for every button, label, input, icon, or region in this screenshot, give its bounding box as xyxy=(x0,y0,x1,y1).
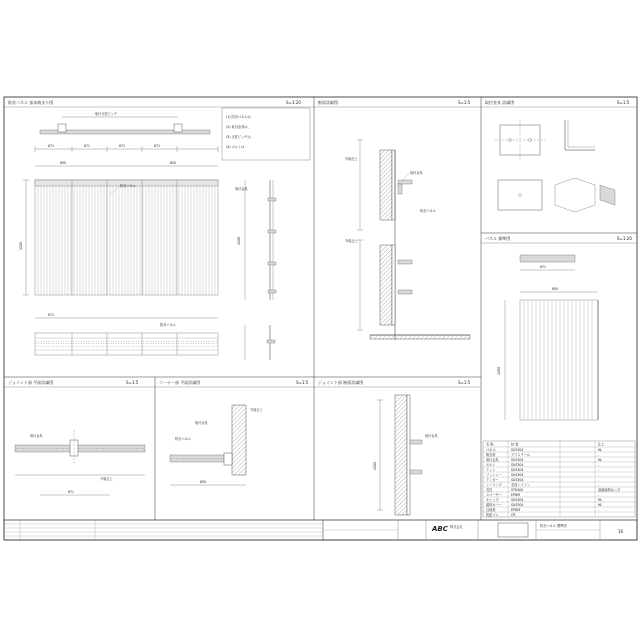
callout-bracket-c: 取付金具 xyxy=(30,434,43,438)
spec-row-6-material: SUS304 xyxy=(511,478,524,482)
dim-671-g: 671 xyxy=(68,490,75,494)
company-logo: ABC xyxy=(432,525,448,533)
spec-row-12-finish: - xyxy=(598,508,600,512)
spec-row-11-material: SUS304 xyxy=(511,503,524,507)
joint-section-panel xyxy=(318,379,471,515)
spec-row-9-name: スペーサー xyxy=(486,493,502,497)
callout-wall-b: 外装仕上 xyxy=(345,239,358,243)
panel-detail-panel xyxy=(485,235,632,420)
panel-elevation-slats xyxy=(35,180,218,295)
dim-1200-a: 1200 xyxy=(19,241,23,250)
spec-row-1-name: 吸音材 xyxy=(486,453,496,457)
spec-row-7-material: 変成シリコン xyxy=(511,483,531,487)
spec-row-0-finish: HL xyxy=(598,448,603,452)
spec-row-9-material: EPDM xyxy=(511,493,521,497)
spec-row-0-name: パネル xyxy=(486,448,496,452)
dim-850-d: 850 xyxy=(200,480,207,484)
spec-row-3-material: SUS304 xyxy=(511,463,524,467)
section-detail-panel xyxy=(318,99,471,340)
dim-850-b: 850 xyxy=(170,161,177,165)
dim-1200-d: 1200 xyxy=(373,461,377,470)
panel-scale-jointsection: S=1:5 xyxy=(458,380,471,385)
panel-title-section: 断面詳細図 xyxy=(318,100,338,105)
callout-wall-a: 外装仕上 xyxy=(345,157,358,161)
panel-title-paneldetail: パネル 標準図 xyxy=(485,236,511,241)
callout-bracket-e: 取付金具 xyxy=(425,434,438,438)
dim-671-c: 671 xyxy=(119,144,126,148)
callout-panel-a: 防音パネル xyxy=(120,184,136,188)
panel-title-elevation: 防音パネル 基本納まり図 xyxy=(8,100,54,105)
dim-671-f: 671 xyxy=(540,265,547,269)
spec-header-material: 材 質 xyxy=(511,442,519,447)
callout-panel-b: 防音パネル xyxy=(160,323,176,327)
dim-1200-c: 1200 xyxy=(497,366,501,375)
spec-row-9-finish: - xyxy=(598,493,600,497)
callout-wall-d: 外装仕上 xyxy=(250,408,263,412)
spec-row-13-material: CR xyxy=(511,513,516,517)
note-line-1: (1) 防音パネルは、 xyxy=(226,115,254,119)
callout-pitch: 取付支柱ピッチ xyxy=(95,112,118,116)
panel-scale-paneldetail: S=1:20 xyxy=(617,236,632,241)
spec-row-2-material: SUS304 xyxy=(511,458,524,462)
panel-title-bracket: 取付金具 詳細図 xyxy=(485,100,515,105)
spec-row-5-material: SUS304 xyxy=(511,473,524,477)
spec-row-2-finish: HL xyxy=(598,458,603,462)
spec-row-7-name: シーリング xyxy=(486,483,502,487)
dim-671-d: 671 xyxy=(154,144,161,148)
spec-row-8-material: STK400 xyxy=(511,488,524,492)
spec-row-10-material: SUS304 xyxy=(511,498,524,502)
spec-row-0-material: SUS304 xyxy=(511,448,524,452)
spec-row-6-name: アンカー xyxy=(486,478,499,482)
note-line-2: (2) 取付金具は、 xyxy=(226,125,251,129)
panel-scale-bracket: S=1:5 xyxy=(617,100,630,105)
corner-plan-panel xyxy=(159,379,309,485)
sheet-number: 16 xyxy=(618,529,624,534)
spec-row-3-name: ボルト xyxy=(486,463,496,467)
spec-row-12-name: 目地材 xyxy=(486,508,496,512)
spec-row-7-finish: - xyxy=(598,483,600,487)
spec-row-4-name: ナット xyxy=(486,468,496,472)
spec-row-11-finish: HL xyxy=(598,503,603,507)
panel-scale-section: S=1:5 xyxy=(458,100,471,105)
spec-row-3-finish: - xyxy=(598,463,600,467)
joint-plan-panel xyxy=(8,379,145,495)
spec-row-4-finish: - xyxy=(598,468,600,472)
spec-row-8-name: 支柱 xyxy=(486,488,493,492)
dim-671-a: 671 xyxy=(48,144,55,148)
callout-bracket-b: 取付金具 xyxy=(410,171,423,175)
panel-plan-strip xyxy=(35,313,275,360)
bracket-detail-panel xyxy=(485,99,630,212)
spec-row-10-name: キャップ xyxy=(486,498,499,502)
spec-row-5-name: ワッシャー xyxy=(486,473,502,477)
dim-1200-b: 1200 xyxy=(237,236,241,245)
spec-table xyxy=(483,441,635,517)
panel-title-jointsection: ジョイント部 断面詳細図 xyxy=(318,380,364,385)
callout-bracket-d: 取付金具 xyxy=(195,421,208,425)
note-line-3: (3) 支柱ピッチは、 xyxy=(226,135,254,139)
company-name: 株式会社 xyxy=(450,525,463,529)
spec-row-1-material: グラスウール xyxy=(511,453,530,457)
notes-box xyxy=(222,108,310,160)
spec-row-6-finish: - xyxy=(598,478,600,482)
spec-row-10-finish: HL xyxy=(598,498,603,502)
spec-header-name: 名 称 xyxy=(486,442,494,447)
dim-671-b: 671 xyxy=(84,144,91,148)
title-block xyxy=(4,520,637,540)
note-line-4: (4) ボルトは、 xyxy=(226,145,248,149)
dim-850-c: 850 xyxy=(552,287,559,291)
dim-671-e: 671 xyxy=(48,313,55,317)
spec-header-finish: 仕上 xyxy=(598,442,605,447)
callout-bracket-a: 取付金具 xyxy=(235,187,248,191)
panel-scale-elevation: S=1:20 xyxy=(286,100,301,105)
callout-panel-d: 防音パネル xyxy=(175,437,191,441)
spec-row-13-name: 防振ゴム xyxy=(486,513,499,517)
panel-grid xyxy=(4,97,637,520)
side-section-a xyxy=(235,180,276,300)
elevation-main-panel xyxy=(8,99,310,360)
panel-title-jointplan: ジョイント部 平面詳細図 xyxy=(8,380,54,385)
spec-row-11-name: 端部カバー xyxy=(486,503,502,507)
spec-row-13-finish: - xyxy=(598,513,600,517)
dim-850-a: 850 xyxy=(60,161,67,165)
spec-row-5-finish: - xyxy=(598,473,600,477)
spec-row-8-finish: 溶融亜鉛めっき xyxy=(598,488,621,492)
sheet-border xyxy=(4,97,637,540)
panel-title-cornerplan: コーナー部 平面詳細図 xyxy=(159,380,201,385)
panel-scale-jointplan: S=1:5 xyxy=(126,380,139,385)
spec-row-2-name: 取付金具 xyxy=(486,458,499,462)
callout-wall-c: 外装仕上 xyxy=(100,477,113,481)
spec-row-4-material: SUS304 xyxy=(511,468,524,472)
drawing-title: 防音パネル 標準図 xyxy=(540,524,567,528)
panel-scale-cornerplan: S=1:5 xyxy=(296,380,309,385)
spec-row-1-finish: - xyxy=(598,453,600,457)
spec-row-12-material: EPDM xyxy=(511,508,521,512)
callout-panel-c: 防音パネル xyxy=(420,209,436,213)
